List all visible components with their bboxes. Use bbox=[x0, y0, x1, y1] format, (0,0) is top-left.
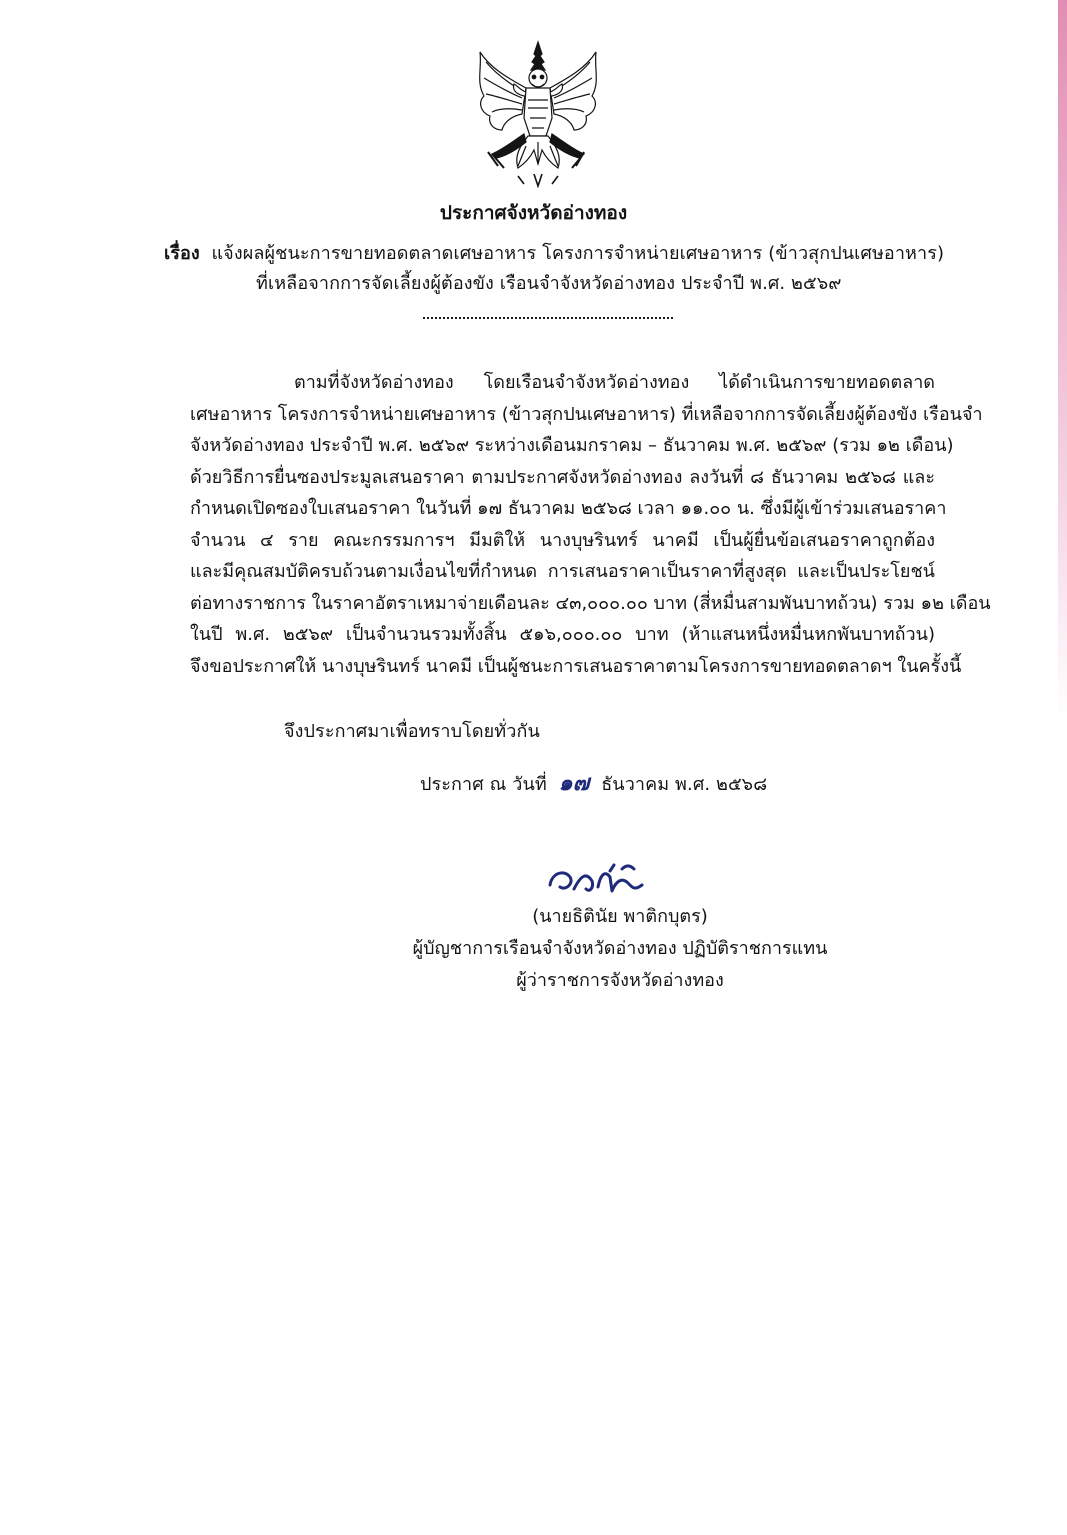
subject-text-1: แจ้งผลผู้ชนะการขายทอดตลาดเศษอาหาร โครงการจำหน่ายเศษอาหาร (ข้าวสุกปนเศษอาหาร) bbox=[211, 243, 945, 264]
subject-line-2: ที่เหลือจากการจัดเลี้ยงผู้ต้องขัง เรือนจำจังหวัดอ่างทอง ประจำปี พ.ศ. ๒๕๖๙ bbox=[256, 273, 842, 294]
document-title: ประกาศจังหวัดอ่างทอง bbox=[439, 202, 628, 224]
body-line: จำนวน ๔ ราย คณะกรรมการฯ มีมติให้ นางบุษรินทร์ นาคมี เป็นผู้ยื่นข้อเสนอราคาถูกต้อง bbox=[190, 529, 935, 551]
body-line: และมีคุณสมบัติครบถ้วนตามเงื่อนไขที่กำหนด การเสนอราคาเป็นราคาที่สูงสุด และเป็นประโยชน์ bbox=[190, 561, 935, 582]
subject-label: เรื่อง bbox=[164, 243, 200, 264]
subject-line-1 bbox=[164, 241, 944, 267]
body-line: จึงขอประกาศให้ นางบุษรินทร์ นาคมี เป็นผู้ชนะการเสนอราคาตามโครงการขายทอดตลาดฯ ในครั้งนี้ bbox=[190, 655, 962, 677]
garuda-emblem-icon bbox=[468, 38, 608, 188]
body-line: ในปี พ.ศ. ๒๕๖๙ เป็นจำนวนรวมทั้งสิ้น ๕๑๖,๐๐๐.๐๐ บาท (ห้าแสนหนึ่งหมื่นหกพันบาทถ้วน) bbox=[190, 624, 935, 645]
signer-name: (นายธิตินัย พาติกบุตร) bbox=[532, 906, 708, 927]
closing-line: จึงประกาศมาเพื่อทราบโดยทั่วกัน bbox=[284, 721, 540, 742]
date-prefix: ประกาศ ณ วันที่ bbox=[420, 774, 547, 795]
body-line: ด้วยวิธีการยื่นซองประมูลเสนอราคา ตามประกาศจังหวัดอ่างทอง ลงวันที่ ๘ ธันวาคม ๒๕๖๘ และ bbox=[190, 466, 935, 488]
signature-icon bbox=[540, 855, 655, 905]
body-line: ตามที่จังหวัดอ่างทอง โดยเรือนจำจังหวัดอ่างทอง ได้ดำเนินการขายทอดตลาด bbox=[294, 372, 935, 393]
body-line: กำหนดเปิดซองใบเสนอราคา ในวันที่ ๑๗ ธันวาคม ๒๕๖๘ เวลา ๑๑.๐๐ น. ซึ่งมีผู้เข้าร่วมเสนอราคา bbox=[190, 498, 947, 519]
date-line bbox=[420, 770, 767, 798]
date-day: ๑๗ bbox=[558, 770, 590, 796]
body-line: จังหวัดอ่างทอง ประจำปี พ.ศ. ๒๕๖๙ ระหว่างเดือนมกราคม – ธันวาคม พ.ศ. ๒๕๖๙ (รวม ๑๒ เดือน) bbox=[190, 435, 954, 456]
signer-position: ผู้บัญชาการเรือนจำจังหวัดอ่างทอง ปฏิบัติราชการแทน bbox=[412, 938, 828, 959]
title-divider bbox=[423, 317, 673, 319]
body-line: เศษอาหาร โครงการจำหน่ายเศษอาหาร (ข้าวสุกปนเศษอาหาร) ที่เหลือจากการจัดเลี้ยงผู้ต้องขัง เรือนจำ bbox=[190, 403, 983, 425]
edge-tint bbox=[1058, 0, 1067, 720]
date-suffix: ธันวาคม พ.ศ. ๒๕๖๘ bbox=[601, 774, 768, 795]
body-line: ต่อทางราชการ ในราคาอัตราเหมาจ่ายเดือนละ ๔๓,๐๐๐.๐๐ บาท (สี่หมื่นสามพันบาทถ้วน) รวม ๑๒ เดือน bbox=[190, 592, 991, 614]
signer-on-behalf: ผู้ว่าราชการจังหวัดอ่างทอง bbox=[516, 970, 724, 991]
